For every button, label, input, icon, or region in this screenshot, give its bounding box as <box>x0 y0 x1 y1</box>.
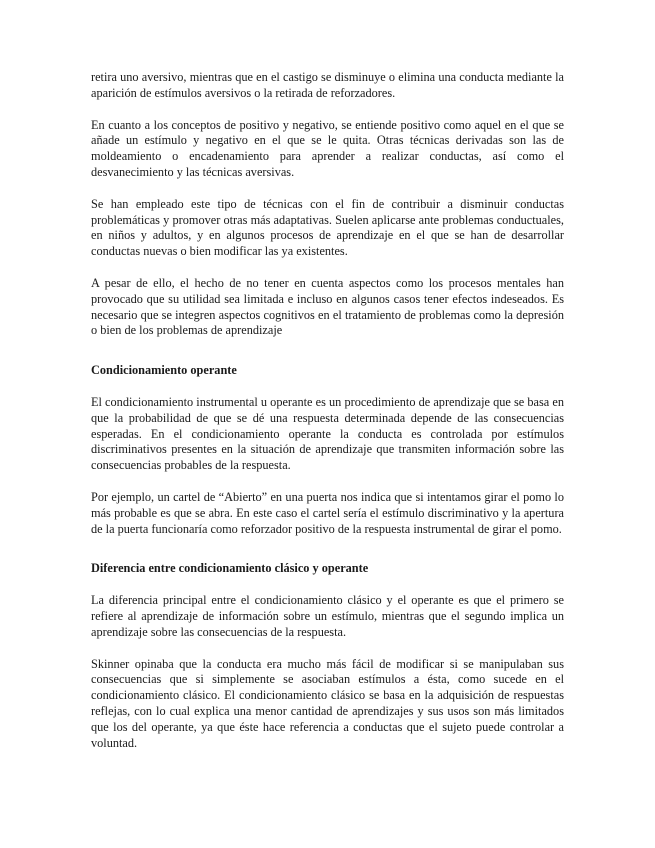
paragraph-operante-definicion: El condicionamiento instrumental u operante es un procedimiento de aprendizaje que se basa en que la probabilidad de que se dé una respuesta determinada depende de las consecuencias esperadas. En el condicionamiento operante la conducta es controlada por estímulos discriminativos presentes en la situación de aprendizaje que transmiten información sobre las consecuencias probables de la respuesta. <box>91 394 564 473</box>
paragraph-tecnicas: Se han empleado este tipo de técnicas con el fin de contribuir a disminuir conductas problemáticas y promover otras más adaptativas. Suelen aplicarse ante problemas conductuales, en niños y adultos, y en algunos procesos de aprendizaje en el que se han de desarrollar conductas nuevas o bien modificar las ya existentes. <box>91 196 564 259</box>
heading-condicionamiento-operante: Condicionamiento operante <box>91 363 237 378</box>
paragraph-ejemplo-cartel: Por ejemplo, un cartel de “Abierto” en una puerta nos indica que si intentamos girar el pomo lo más probable es que se abra. En este caso el cartel sería el estímulo discriminativo y la apertura de la puerta funcionaría como reforzador positivo de la respuesta instrumental de girar el pomo. <box>91 489 564 536</box>
heading-diferencia-clasico-operante: Diferencia entre condicionamiento clásico y operante <box>91 561 369 576</box>
document-page <box>91 70 564 767</box>
paragraph-positivo-negativo: En cuanto a los conceptos de positivo y negativo, se entiende positivo como aquel en el que se añade un estímulo y negativo en el que se le quita. Otras técnicas derivadas son las de moldeamiento o encadenamiento para aprender a realizar conductas, así como el desvanecimiento y las técnicas aversivas. <box>91 117 564 179</box>
paragraph-castigo: retira uno aversivo, mientras que en el castigo se disminuye o elimina una conducta mediante la aparición de estímulos aversivos o la retirada de reforzadores. <box>91 70 564 100</box>
paragraph-diferencia-principal: La diferencia principal entre el condicionamiento clásico y el operante es que el primero se refiere al aprendizaje de información sobre un estímulo, mientras que el segundo implica un aprendizaje sobre las consecuencias de la respuesta. <box>91 593 564 639</box>
paragraph-skinner: Skinner opinaba que la conducta era mucho más fácil de modificar si se manipulaban sus consecuencias que si simplemente se asociaban estímulos a ésta, como sucede en el condicionamiento clásico. El condicionamiento clásico se basa en la adquisición de respuestas reflejas, con lo cual explica una menor cantidad de aprendizajes y sus usos son más limitados que los del operante, ya que éste hace referencia a conductas que el sujeto puede controlar a voluntad. <box>91 656 564 750</box>
paragraph-limitaciones: A pesar de ello, el hecho de no tener en cuenta aspectos como los procesos mentales han provocado que su utilidad sea limitada e incluso en algunos casos tener efectos indeseados. Es necesario que se integren aspectos cognitivos en el tratamiento de problemas como la depresión o bien de los problemas de aprendizaje <box>91 275 564 338</box>
